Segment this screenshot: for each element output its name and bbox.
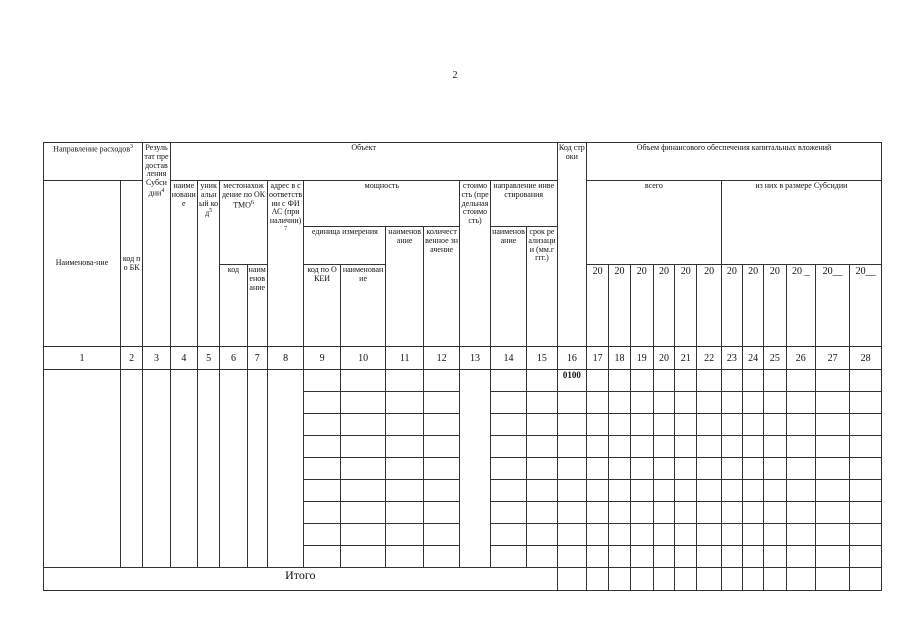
data-cell[interactable] [587, 546, 609, 568]
data-cell[interactable] [587, 524, 609, 546]
column-number: 16 [557, 347, 586, 370]
data-cell[interactable] [490, 414, 526, 436]
data-cell[interactable] [630, 392, 653, 414]
data-cell[interactable] [743, 370, 764, 392]
data-cell[interactable] [850, 458, 882, 480]
data-cell[interactable] [815, 458, 849, 480]
data-cell[interactable] [609, 370, 630, 392]
data-cell[interactable] [386, 436, 423, 458]
column-number: 19 [630, 347, 653, 370]
data-cell[interactable] [721, 458, 742, 480]
data-cell-cost[interactable] [460, 370, 490, 568]
data-cell[interactable] [609, 392, 630, 414]
column-number: 28 [850, 347, 882, 370]
column-number: 18 [609, 347, 630, 370]
data-cell[interactable] [850, 546, 882, 568]
data-cell[interactable] [786, 370, 815, 392]
header-unit: единица измерения [304, 227, 386, 265]
column-number: 21 [675, 347, 697, 370]
data-cell[interactable] [386, 458, 423, 480]
total-cell[interactable] [764, 568, 786, 591]
header-object: Объект [170, 143, 557, 181]
total-cell[interactable] [743, 568, 764, 591]
data-cell[interactable] [609, 436, 630, 458]
data-cell[interactable] [490, 480, 526, 502]
data-cell[interactable] [423, 414, 459, 436]
data-cell[interactable] [490, 392, 526, 414]
data-cell[interactable] [697, 370, 721, 392]
column-number: 12 [423, 347, 459, 370]
data-cell[interactable] [743, 458, 764, 480]
total-cell[interactable] [697, 568, 721, 591]
data-cell[interactable] [850, 524, 882, 546]
data-cell[interactable] [675, 458, 697, 480]
data-cell-object-name[interactable] [170, 370, 197, 568]
data-cell[interactable] [764, 502, 786, 524]
header-investment-direction: направление инвестирования [490, 181, 557, 227]
column-number: 27 [815, 347, 849, 370]
data-cell[interactable] [697, 436, 721, 458]
data-cell[interactable] [557, 480, 586, 502]
data-cell[interactable] [697, 546, 721, 568]
total-cell[interactable] [815, 568, 849, 591]
data-cell[interactable] [340, 546, 386, 568]
data-cell[interactable] [697, 480, 721, 502]
data-cell[interactable] [630, 436, 653, 458]
data-cell[interactable] [675, 524, 697, 546]
data-cell[interactable] [587, 480, 609, 502]
data-cell[interactable] [653, 524, 674, 546]
column-number: 3 [143, 347, 170, 370]
header-total: всего [587, 181, 722, 265]
data-cell[interactable] [786, 502, 815, 524]
data-cell[interactable] [697, 524, 721, 546]
page-number: 2 [452, 70, 458, 81]
data-cell[interactable] [490, 524, 526, 546]
header-kbk-code: код по БК [121, 181, 143, 347]
year-cell: 20 _ [786, 265, 815, 347]
data-cell[interactable] [340, 370, 386, 392]
data-cell[interactable] [527, 524, 557, 546]
column-number: 9 [304, 347, 340, 370]
data-cell[interactable] [653, 370, 674, 392]
data-cell[interactable] [675, 502, 697, 524]
data-cell[interactable] [815, 414, 849, 436]
header-investment-name: наименование [490, 227, 526, 347]
header-financing-volume: Объем финансового обеспечения капитальных вложений [587, 143, 882, 181]
data-cell[interactable] [587, 370, 609, 392]
data-cell[interactable] [630, 546, 653, 568]
data-cell[interactable] [653, 480, 674, 502]
data-cell[interactable] [815, 546, 849, 568]
year-cell: 20 [764, 265, 786, 347]
data-cell[interactable] [786, 392, 815, 414]
header-expense-direction: Направление расходов$^3$ [44, 143, 143, 181]
data-cell[interactable] [697, 392, 721, 414]
data-cell[interactable] [850, 392, 882, 414]
header-unit-name: наименование [340, 265, 386, 347]
header-location-name: наименование [247, 265, 267, 347]
header-row-code: Код строки [557, 143, 586, 347]
total-cell[interactable] [557, 568, 586, 591]
data-cell-kbk[interactable] [121, 370, 143, 568]
header-subsidy-result: Результат предоставления Субсидии$^4$ [143, 143, 170, 347]
header-okei-code: код по ОКЕИ [304, 265, 340, 347]
data-cell[interactable] [557, 458, 586, 480]
data-cell[interactable] [340, 480, 386, 502]
row-code-value: 0100 [557, 370, 586, 392]
header-location: местонахождение по ОКТМО$^6$ [220, 181, 268, 265]
data-cell[interactable] [653, 502, 674, 524]
column-number: 8 [267, 347, 303, 370]
data-cell[interactable] [815, 480, 849, 502]
total-cell[interactable] [850, 568, 882, 591]
data-cell[interactable] [743, 480, 764, 502]
data-cell[interactable] [386, 414, 423, 436]
data-cell[interactable] [653, 436, 674, 458]
data-cell[interactable] [653, 458, 674, 480]
data-cell[interactable] [697, 458, 721, 480]
data-cell[interactable] [721, 370, 742, 392]
data-cell[interactable] [340, 436, 386, 458]
total-row [44, 568, 882, 591]
column-number: 6 [220, 347, 247, 370]
data-cell[interactable] [423, 370, 459, 392]
total-cell[interactable] [675, 568, 697, 591]
data-cell[interactable] [304, 502, 340, 524]
year-cell: 20__ [815, 265, 849, 347]
data-cell[interactable] [304, 480, 340, 502]
data-cell[interactable] [609, 546, 630, 568]
data-cell[interactable] [386, 480, 423, 502]
header-investment-term: срок реализации (мм.гггг.) [527, 227, 557, 347]
data-cell[interactable] [527, 458, 557, 480]
data-cell[interactable] [490, 436, 526, 458]
data-cell[interactable] [630, 458, 653, 480]
data-cell[interactable] [764, 546, 786, 568]
data-cell[interactable] [340, 392, 386, 414]
data-cell[interactable] [721, 414, 742, 436]
data-cell[interactable] [850, 370, 882, 392]
column-number: 7 [247, 347, 267, 370]
header-capacity-value: количественное значение [423, 227, 459, 347]
data-cell[interactable] [386, 524, 423, 546]
data-cell[interactable] [675, 436, 697, 458]
data-cell[interactable] [815, 524, 849, 546]
data-cell-fias[interactable] [267, 370, 303, 568]
data-cell[interactable] [340, 524, 386, 546]
year-cell: 20 [743, 265, 764, 347]
column-number: 14 [490, 347, 526, 370]
data-cell[interactable] [764, 480, 786, 502]
column-number: 26 [786, 347, 815, 370]
data-cell[interactable] [386, 502, 423, 524]
data-cell[interactable] [587, 436, 609, 458]
year-cell: 20 [697, 265, 721, 347]
data-cell[interactable] [587, 392, 609, 414]
column-number: 20 [653, 347, 674, 370]
year-cell: 20 [721, 265, 742, 347]
data-cell[interactable] [304, 370, 340, 392]
data-cell[interactable] [743, 436, 764, 458]
header-unique-code: уникальный код$^5$ [197, 181, 219, 347]
data-cell-name[interactable] [44, 370, 121, 568]
column-number: 17 [587, 347, 609, 370]
header-capacity: мощность [304, 181, 460, 227]
data-cell[interactable] [815, 370, 849, 392]
data-cell[interactable] [490, 502, 526, 524]
total-cell[interactable] [786, 568, 815, 591]
data-cell[interactable] [587, 414, 609, 436]
data-cell[interactable] [675, 414, 697, 436]
data-cell[interactable] [764, 392, 786, 414]
total-cell[interactable] [721, 568, 742, 591]
data-cell[interactable] [653, 392, 674, 414]
data-cell[interactable] [743, 502, 764, 524]
data-cell[interactable] [340, 414, 386, 436]
data-cell[interactable] [697, 414, 721, 436]
data-cell[interactable] [423, 458, 459, 480]
header-address-fias: адрес в соответствии с ФИАС (при наличии)$^7$ [267, 181, 303, 347]
data-cell[interactable] [721, 480, 742, 502]
data-cell[interactable] [630, 524, 653, 546]
data-cell[interactable] [340, 458, 386, 480]
header-name: Наименова-ние [44, 181, 121, 347]
data-cell[interactable] [340, 502, 386, 524]
data-cell[interactable] [587, 458, 609, 480]
data-cell[interactable] [653, 546, 674, 568]
column-numbers-row [44, 347, 882, 370]
data-cell[interactable] [557, 524, 586, 546]
header-object-name: наименование [170, 181, 197, 347]
column-number: 13 [460, 347, 490, 370]
data-cell[interactable] [721, 524, 742, 546]
column-number: 23 [721, 347, 742, 370]
data-cell[interactable] [609, 480, 630, 502]
data-cell[interactable] [490, 370, 526, 392]
table-row [44, 370, 882, 392]
total-cell[interactable] [653, 568, 674, 591]
data-cell-oktmo-code[interactable] [220, 370, 247, 568]
data-cell[interactable] [490, 546, 526, 568]
total-cell[interactable] [587, 568, 609, 591]
data-cell[interactable] [386, 392, 423, 414]
data-cell[interactable] [527, 414, 557, 436]
data-cell[interactable] [304, 436, 340, 458]
data-cell[interactable] [423, 502, 459, 524]
data-cell[interactable] [764, 524, 786, 546]
year-cell: 20 [630, 265, 653, 347]
column-number: 22 [697, 347, 721, 370]
data-cell[interactable] [527, 392, 557, 414]
data-cell[interactable] [764, 436, 786, 458]
data-cell[interactable] [653, 414, 674, 436]
data-cell[interactable] [490, 458, 526, 480]
data-cell[interactable] [786, 458, 815, 480]
column-number: 15 [527, 347, 557, 370]
data-cell[interactable] [557, 436, 586, 458]
data-cell[interactable] [527, 436, 557, 458]
data-cell[interactable] [609, 458, 630, 480]
header-cost: стоимость (предельная стоимость) [460, 181, 490, 347]
data-cell[interactable] [786, 524, 815, 546]
data-cell[interactable] [423, 480, 459, 502]
data-cell[interactable] [850, 502, 882, 524]
investment-form-table-wrapper [43, 142, 882, 591]
column-number: 1 [44, 347, 121, 370]
data-cell[interactable] [304, 524, 340, 546]
data-cell[interactable] [304, 414, 340, 436]
data-cell[interactable] [675, 480, 697, 502]
data-cell[interactable] [786, 480, 815, 502]
data-cell[interactable] [721, 546, 742, 568]
data-cell[interactable] [743, 546, 764, 568]
data-cell[interactable] [786, 436, 815, 458]
total-cell[interactable] [609, 568, 630, 591]
data-cell[interactable] [587, 502, 609, 524]
column-number: 24 [743, 347, 764, 370]
header-subsidy-part: из них в размере Субсидии [721, 181, 881, 265]
year-cell: 20 [609, 265, 630, 347]
data-cell[interactable] [743, 524, 764, 546]
data-cell-result[interactable] [143, 370, 170, 568]
data-cell[interactable] [630, 502, 653, 524]
total-label: Итого [44, 568, 558, 591]
data-cell[interactable] [527, 370, 557, 392]
data-cell[interactable] [721, 436, 742, 458]
data-cell[interactable] [386, 370, 423, 392]
data-cell[interactable] [527, 546, 557, 568]
header-location-code: код [220, 265, 247, 347]
data-cell[interactable] [764, 370, 786, 392]
data-cell[interactable] [423, 546, 459, 568]
data-cell[interactable] [850, 414, 882, 436]
data-cell[interactable] [557, 414, 586, 436]
data-cell[interactable] [423, 524, 459, 546]
column-number: 25 [764, 347, 786, 370]
data-cell[interactable] [609, 502, 630, 524]
column-number: 5 [197, 347, 219, 370]
data-cell[interactable] [630, 480, 653, 502]
data-cell[interactable] [675, 392, 697, 414]
data-cell[interactable] [304, 392, 340, 414]
column-number: 10 [340, 347, 386, 370]
data-cell[interactable] [675, 546, 697, 568]
column-number: 4 [170, 347, 197, 370]
column-number: 2 [121, 347, 143, 370]
data-cell[interactable] [721, 502, 742, 524]
data-cell[interactable] [423, 436, 459, 458]
year-cell: 20 [587, 265, 609, 347]
data-cell[interactable] [675, 370, 697, 392]
year-cell: 20 [653, 265, 674, 347]
data-cell[interactable] [815, 502, 849, 524]
data-cell[interactable] [557, 502, 586, 524]
data-cell[interactable] [304, 546, 340, 568]
data-cell[interactable] [786, 414, 815, 436]
data-cell[interactable] [764, 414, 786, 436]
data-cell[interactable] [850, 480, 882, 502]
data-cell[interactable] [815, 392, 849, 414]
column-number: 11 [386, 347, 423, 370]
data-cell[interactable] [697, 502, 721, 524]
data-cell[interactable] [786, 546, 815, 568]
data-cell[interactable] [850, 436, 882, 458]
data-cell[interactable] [557, 546, 586, 568]
data-cell[interactable] [764, 458, 786, 480]
year-cell: 20 [675, 265, 697, 347]
data-cell[interactable] [630, 370, 653, 392]
header-capacity-name: наименование [386, 227, 423, 347]
investment-form-table [43, 142, 882, 591]
data-cell[interactable] [815, 436, 849, 458]
year-cell: 20__ [850, 265, 882, 347]
data-cell[interactable] [609, 524, 630, 546]
data-cell-oktmo-name[interactable] [247, 370, 267, 568]
data-cell[interactable] [557, 392, 586, 414]
data-cell[interactable] [527, 480, 557, 502]
data-cell[interactable] [527, 502, 557, 524]
data-cell[interactable] [609, 414, 630, 436]
data-cell[interactable] [743, 392, 764, 414]
data-cell[interactable] [423, 392, 459, 414]
total-cell[interactable] [630, 568, 653, 591]
data-cell[interactable] [743, 414, 764, 436]
data-cell-unique-code[interactable] [197, 370, 219, 568]
data-cell[interactable] [630, 414, 653, 436]
data-cell[interactable] [386, 546, 423, 568]
data-cell[interactable] [304, 458, 340, 480]
data-cell[interactable] [721, 392, 742, 414]
